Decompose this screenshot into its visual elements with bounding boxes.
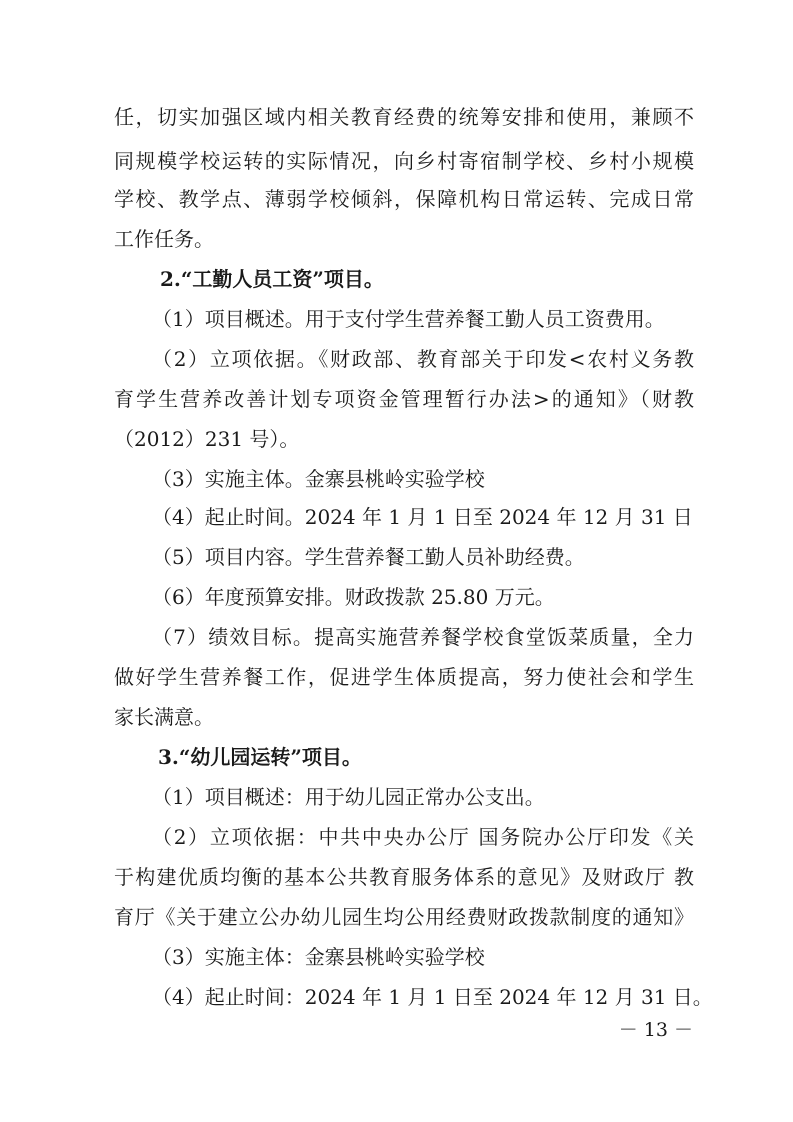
- paragraph-line: 同规模学校运转的实际情况，向乡村寄宿制学校、乡村小规模: [114, 149, 694, 173]
- section-heading: 3.“幼儿园运转”项目。: [158, 745, 362, 769]
- paragraph-line: 家长满意。: [114, 705, 214, 729]
- paragraph-line: 做好学生营养餐工作，促进学生体质提高，努力使社会和学生: [114, 665, 694, 689]
- paragraph-line: （1）项目概述：用于幼儿园正常办公支出。: [152, 785, 545, 809]
- paragraph-line: 育厅《关于建立公办幼儿园生均公用经费财政拨款制度的通知》: [114, 905, 694, 929]
- paragraph-line: （5）项目内容。学生营养餐工勤人员补助经费。: [152, 545, 585, 569]
- paragraph-line: （4）起止时间：2024 年 1 月 1 日至 2024 年 12 月 31 日。: [152, 985, 713, 1009]
- page-number: － 13 －: [618, 1019, 693, 1041]
- paragraph-line: （3）实施主体：金寨县桃岭实验学校: [152, 945, 485, 969]
- paragraph-line: 学校、教学点、薄弱学校倾斜，保障机构日常运转、完成日常: [114, 187, 694, 211]
- paragraph-line: 于构建优质均衡的基本公共教育服务体系的意见》及财政厅 教: [114, 865, 694, 889]
- paragraph-line: 工作任务。: [114, 227, 214, 251]
- paragraph-line: （2）立项依据：中共中央办公厅 国务院办公厅印发《关: [152, 825, 694, 849]
- section-heading: 2.“工勤人员工资”项目。: [160, 267, 384, 291]
- paragraph-line: 育学生营养改善计划专项资金管理暂行办法>的通知》（财教: [114, 387, 694, 411]
- paragraph-line: （2012）231 号）。: [114, 427, 300, 451]
- paragraph-line: （7）绩效目标。提高实施营养餐学校食堂饭菜质量，全力: [152, 625, 694, 649]
- paragraph-line: （1）项目概述。用于支付学生营养餐工勤人员工资费用。: [152, 307, 665, 331]
- paragraph-line: （6）年度预算安排。财政拨款 25.80 万元。: [152, 585, 555, 609]
- paragraph-line: 任，切实加强区域内相关教育经费的统筹安排和使用，兼顾不: [114, 105, 694, 129]
- paragraph-line: （2）立项依据。《财政部、教育部关于印发<农村义务教: [152, 347, 694, 371]
- paragraph-line: （3）实施主体。金寨县桃岭实验学校: [152, 467, 485, 491]
- paragraph-line: （4）起止时间。2024 年 1 月 1 日至 2024 年 12 月 31 日: [152, 505, 693, 529]
